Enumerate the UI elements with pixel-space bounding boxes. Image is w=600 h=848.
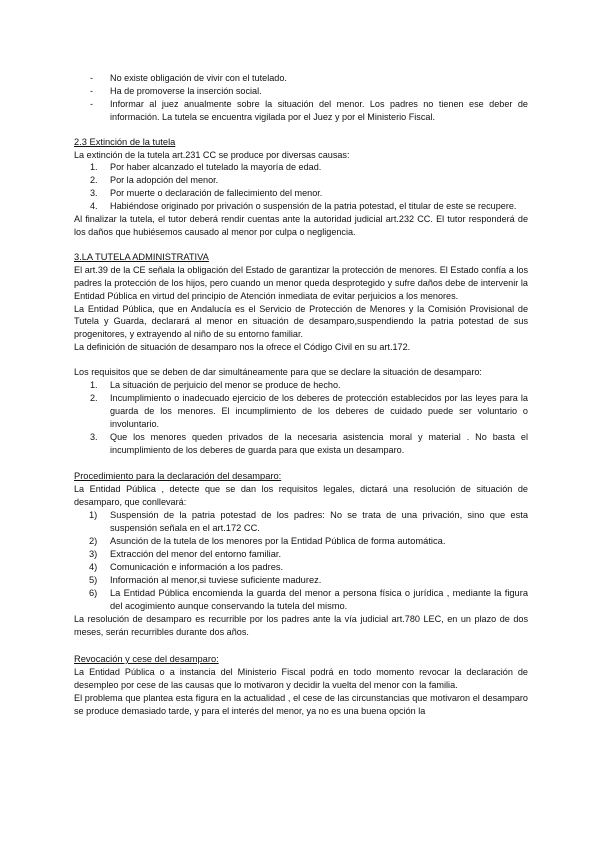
section-heading-tutela-administrativa: 3.LA TUTELA ADMINISTRATIVA: [74, 251, 209, 262]
procedure-effects-list: [74, 509, 528, 613]
paragraph: El problema que plantea esta figura en la actualidad , el cese de las circunstancias que motivaron el desamparo se produce demasiado tarde, y para el interés del menor, ya no es una buena opción la: [74, 692, 528, 716]
section-heading-extincion: 2.3 Extinción de la tutela: [74, 136, 176, 147]
list-item: 3. Por muerte o declaración de fallecimiento del menor.: [90, 188, 323, 199]
list-item-text: Ha de promoverse la inserción social.: [110, 85, 262, 96]
paragraph: El art.39 de la CE señala la obligación del Estado de garantizar la protección de menores. El Estado confía a los padres la protección de los hijos, pero cuando un menor queda desprotegido y sufre daños debe de intervenir la Entidad Pública en virtud del principio de Atención inmediata de evitar perjuicios a los menores.: [74, 264, 528, 301]
list-item-text: Informar al juez anualmente sobre la situación del menor. Los padres no tienen ese deber de información. La tutela se encuentra vigilada por el Juez y por el Ministerio Fiscal.: [110, 98, 528, 122]
requirements-list: [74, 379, 528, 456]
list-item: 1. La situación de perjuicio del menor se produce de hecho.: [90, 380, 341, 391]
list-item: 3. Que los menores queden privados de la necesaria asistencia moral y material . No basta el incumplimiento de los deberes de guarda para que exista un desamparo.: [90, 431, 528, 455]
list-item: 1) Suspensión de la patria potestad de los padres: No se trata de una privación, sino que esta suspensión señala en el art.172 CC.: [89, 510, 528, 534]
paragraph: Los requisitos que se deben de dar simultáneamente para que se declare la situación de desamparo:: [74, 367, 482, 378]
list-item: 6) La Entidad Pública encomienda la guarda del menor a persona física o jurídica , mediante la figura del acogimiento aunque conservando la tutela del mismo.: [89, 588, 528, 612]
list-item: 2. Por la adopción del menor.: [90, 175, 219, 186]
list-item: 5) Información al menor,si tuviese suficiente madurez.: [89, 575, 322, 586]
list-item: 2. Incumplimiento o inadecuado ejercicio de los deberes de protección establecidos por las leyes para la guarda de los menores. El incumplimiento de los deberes de cuidado puede ser voluntario o involuntario.: [90, 392, 528, 429]
extinction-causes-list: [74, 161, 528, 213]
list-item: - No existe obligación de vivir con el tutelado.: [90, 73, 287, 83]
section-heading-procedimiento: Procedimiento para la declaración del desamparo:: [74, 471, 282, 482]
paragraph: La Entidad Pública , detecte que se dan los requisitos legales, dictará una resolución de situación de desamparo, que conllevará:: [74, 484, 528, 508]
list-item: 3) Extracción del menor del entorno familiar.: [89, 549, 282, 560]
paragraph: La resolución de desamparo es recurrible por los padres ante la vía judicial art.780 LEC, en un plazo de dos meses, serán recurribles durante dos años.: [74, 614, 528, 638]
paragraph: La extinción de la tutela art.231 CC se produce por diversas causas:: [74, 149, 350, 160]
list-item: 1. Por haber alcanzado el tutelado la mayoría de edad.: [90, 162, 322, 173]
paragraph: La Entidad Pública, que en Andalucía es el Servicio de Protección de Menores y la Comisión Provisional de Tutela y Guarda, declarará al menor en situación de desamparo,suspendiendo la patria potestad de sus progenitores, y extrayendo al niño de su entorno familiar.: [74, 303, 528, 340]
list-item: - Ha de promoverse la inserción social.: [90, 85, 262, 96]
list-item: 2) Asunción de la tutela de los menores por la Entidad Pública de forma automática.: [89, 536, 446, 547]
list-item: - Informar al juez anualmente sobre la situación del menor. Los padres no tienen ese deber de información. La tutela se encuentra vigilada por el Juez y por el Ministerio Fiscal.: [90, 98, 528, 122]
paragraph: La Entidad Pública o a instancia del Ministerio Fiscal podrá en todo momento revocar la declaración de desempleo por cese de las causas que lo motivaron y decidir la vuelta del menor con la familia.: [74, 666, 528, 690]
section-heading-revocacion: Revocación y cese del desamparo:: [74, 654, 219, 664]
list-item: 4. Habiéndose originado por privación o suspensión de la patria potestad, el titular de este se recupere.: [90, 201, 517, 212]
list-item-text: No existe obligación de vivir con el tutelado.: [110, 73, 287, 83]
document-body: [74, 72, 528, 718]
paragraph: La definición de situación de desamparo nos la ofrece el Código Civil en su art.172.: [74, 342, 411, 353]
list-item: 4) Comunicación e información a los padres.: [89, 562, 284, 573]
obligations-list: [74, 72, 528, 124]
paragraph: Al finalizar la tutela, el tutor deberá rendir cuentas ante la autoridad judicial art.232 CC. El tutor responderá de los daños que hubiésemos causado al menor por culpa o negligencia.: [74, 214, 528, 237]
